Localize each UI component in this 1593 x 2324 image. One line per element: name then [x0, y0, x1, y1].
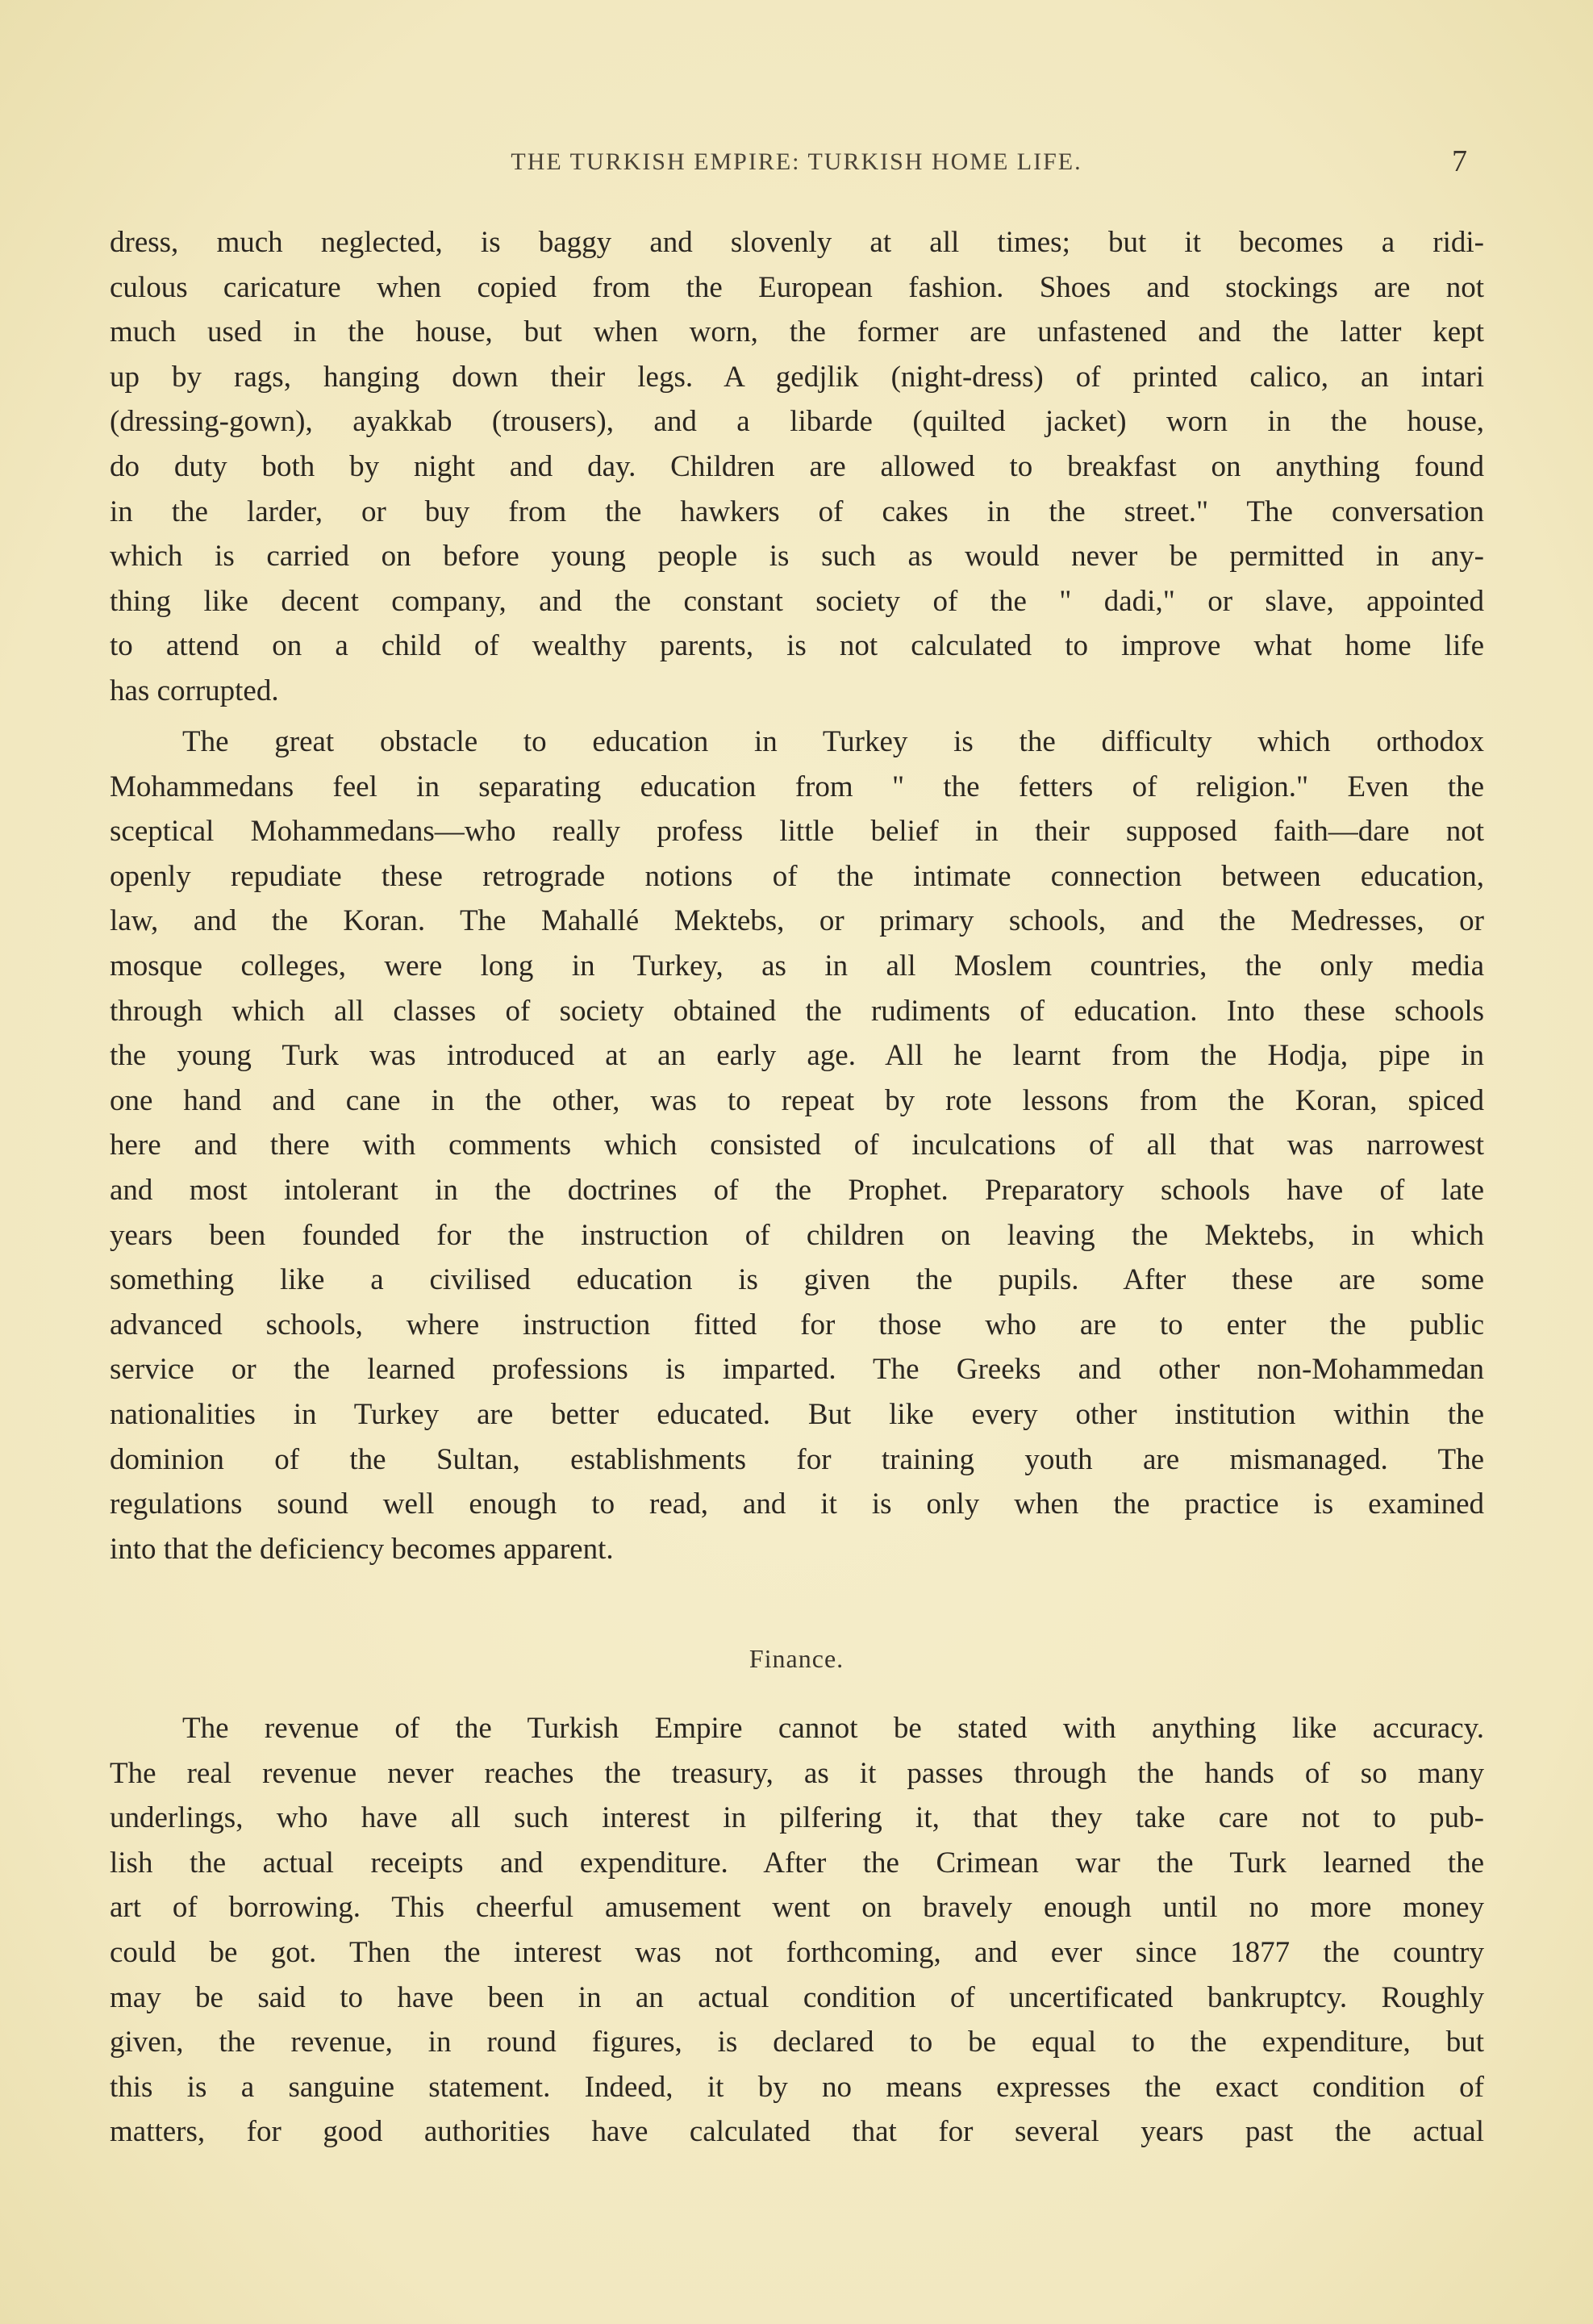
- text-line: mosque colleges, were long in Turkey, as in all Moslem countries, the only media: [110, 949, 1484, 983]
- text-line: matters, for good authorities have calculated that for several years past the actual: [110, 2115, 1484, 2149]
- text-line: something like a civilised education is given the pupils. After these are some: [110, 1263, 1484, 1297]
- text-line: years been founded for the instruction of children on leaving the Mektebs, in which: [110, 1218, 1484, 1252]
- running-title: THE TURKISH EMPIRE: TURKISH HOME LIFE.: [511, 148, 1082, 175]
- text-line: this is a sanguine statement. Indeed, it by no means expresses the exact condition of: [110, 2070, 1484, 2104]
- text-line: Mohammedans feel in separating education from " the fetters of religion." Even the: [110, 770, 1484, 803]
- running-head: [0, 144, 1593, 184]
- text-line: may be said to have been in an actual condition of uncertificated bankruptcy. Roughly: [110, 1980, 1484, 2014]
- text-line: underlings, who have all such interest in pilfering it, that they take care not to pub-: [110, 1801, 1484, 1835]
- text-line: law, and the Koran. The Mahallé Mektebs, or primary schools, and the Medresses, or: [110, 904, 1484, 938]
- text-line: has corrupted.: [110, 674, 279, 707]
- text-line: up by rags, hanging down their legs. A gedjlik (night-dress) of printed calico, an intari: [110, 360, 1484, 394]
- text-line: to attend on a child of wealthy parents, is not calculated to improve what home life: [110, 629, 1484, 663]
- text-line: dress, much neglected, is baggy and slovenly at all times; but it becomes a ridi-: [110, 226, 1484, 259]
- text-line: given, the revenue, in round figures, is declared to be equal to the expenditure, but: [110, 2026, 1484, 2059]
- text-line: which is carried on before young people is such as would never be permitted in any-: [110, 540, 1484, 574]
- text-line: sceptical Mohammedans—who really profess little belief in their supposed faith—dare not: [110, 815, 1484, 849]
- text-line: much used in the house, but when worn, the former are unfastened and the latter kept: [110, 315, 1484, 349]
- text-line: one hand and cane in the other, was to repeat by rote lessons from the Koran, spiced: [110, 1083, 1484, 1117]
- text-line: culous caricature when copied from the European fashion. Shoes and stockings are not: [110, 270, 1484, 304]
- text-line: service or the learned professions is imparted. The Greeks and other non-Mohammedan: [110, 1353, 1484, 1387]
- text-line: regulations sound well enough to read, and it is only when the practice is examined: [110, 1487, 1484, 1521]
- text-line: lish the actual receipts and expenditure. After the Crimean war the Turk learned the: [110, 1846, 1484, 1880]
- text-line: advanced schools, where instruction fitted for those who are to enter the public: [110, 1308, 1484, 1341]
- text-line: and most intolerant in the doctrines of the Prophet. Preparatory schools have of late: [110, 1173, 1484, 1207]
- text-line: The real revenue never reaches the treasury, as it passes through the hands of so many: [110, 1756, 1484, 1790]
- text-line: dominion of the Sultan, establishments for training youth are mismanaged. The: [110, 1442, 1484, 1476]
- text-line: The revenue of the Turkish Empire cannot be stated with anything like accuracy.: [182, 1712, 1484, 1745]
- paragraph-finance: [110, 1706, 1484, 2155]
- text-line: openly repudiate these retrograde notions of the intimate connection between education,: [110, 859, 1484, 893]
- paragraph-education: [110, 720, 1484, 1571]
- page-number: 7: [1452, 144, 1467, 178]
- text-line: The great obstacle to education in Turkey is the difficulty which orthodox: [182, 725, 1484, 758]
- text-line: art of borrowing. This cheerful amusement went on bravely enough until no more money: [110, 1891, 1484, 1925]
- text-line: nationalities in Turkey are better educated. But like every other institution within the: [110, 1397, 1484, 1431]
- paragraph-home-life: [110, 220, 1484, 714]
- text-line: the young Turk was introduced at an early age. All he learnt from the Hodja, pipe in: [110, 1039, 1484, 1073]
- text-line: do duty both by night and day. Children are allowed to breakfast on anything found: [110, 449, 1484, 483]
- text-line: thing like decent company, and the constant society of the " dadi," or slave, appointed: [110, 584, 1484, 618]
- text-line: in the larder, or buy from the hawkers of cakes in the street." The conversation: [110, 494, 1484, 528]
- section-heading-finance: Finance.: [749, 1644, 844, 1673]
- text-line: through which all classes of society obtained the rudiments of education. Into these schools: [110, 994, 1484, 1028]
- text-line: here and there with comments which consisted of inculcations of all that was narrowest: [110, 1129, 1484, 1162]
- text-line: could be got. Then the interest was not forthcoming, and ever since 1877 the country: [110, 1935, 1484, 1969]
- text-line: (dressing-gown), ayakkab (trousers), and a libarde (quilted jacket) worn in the house,: [110, 405, 1484, 439]
- text-line: into that the deficiency becomes apparent.: [110, 1532, 614, 1566]
